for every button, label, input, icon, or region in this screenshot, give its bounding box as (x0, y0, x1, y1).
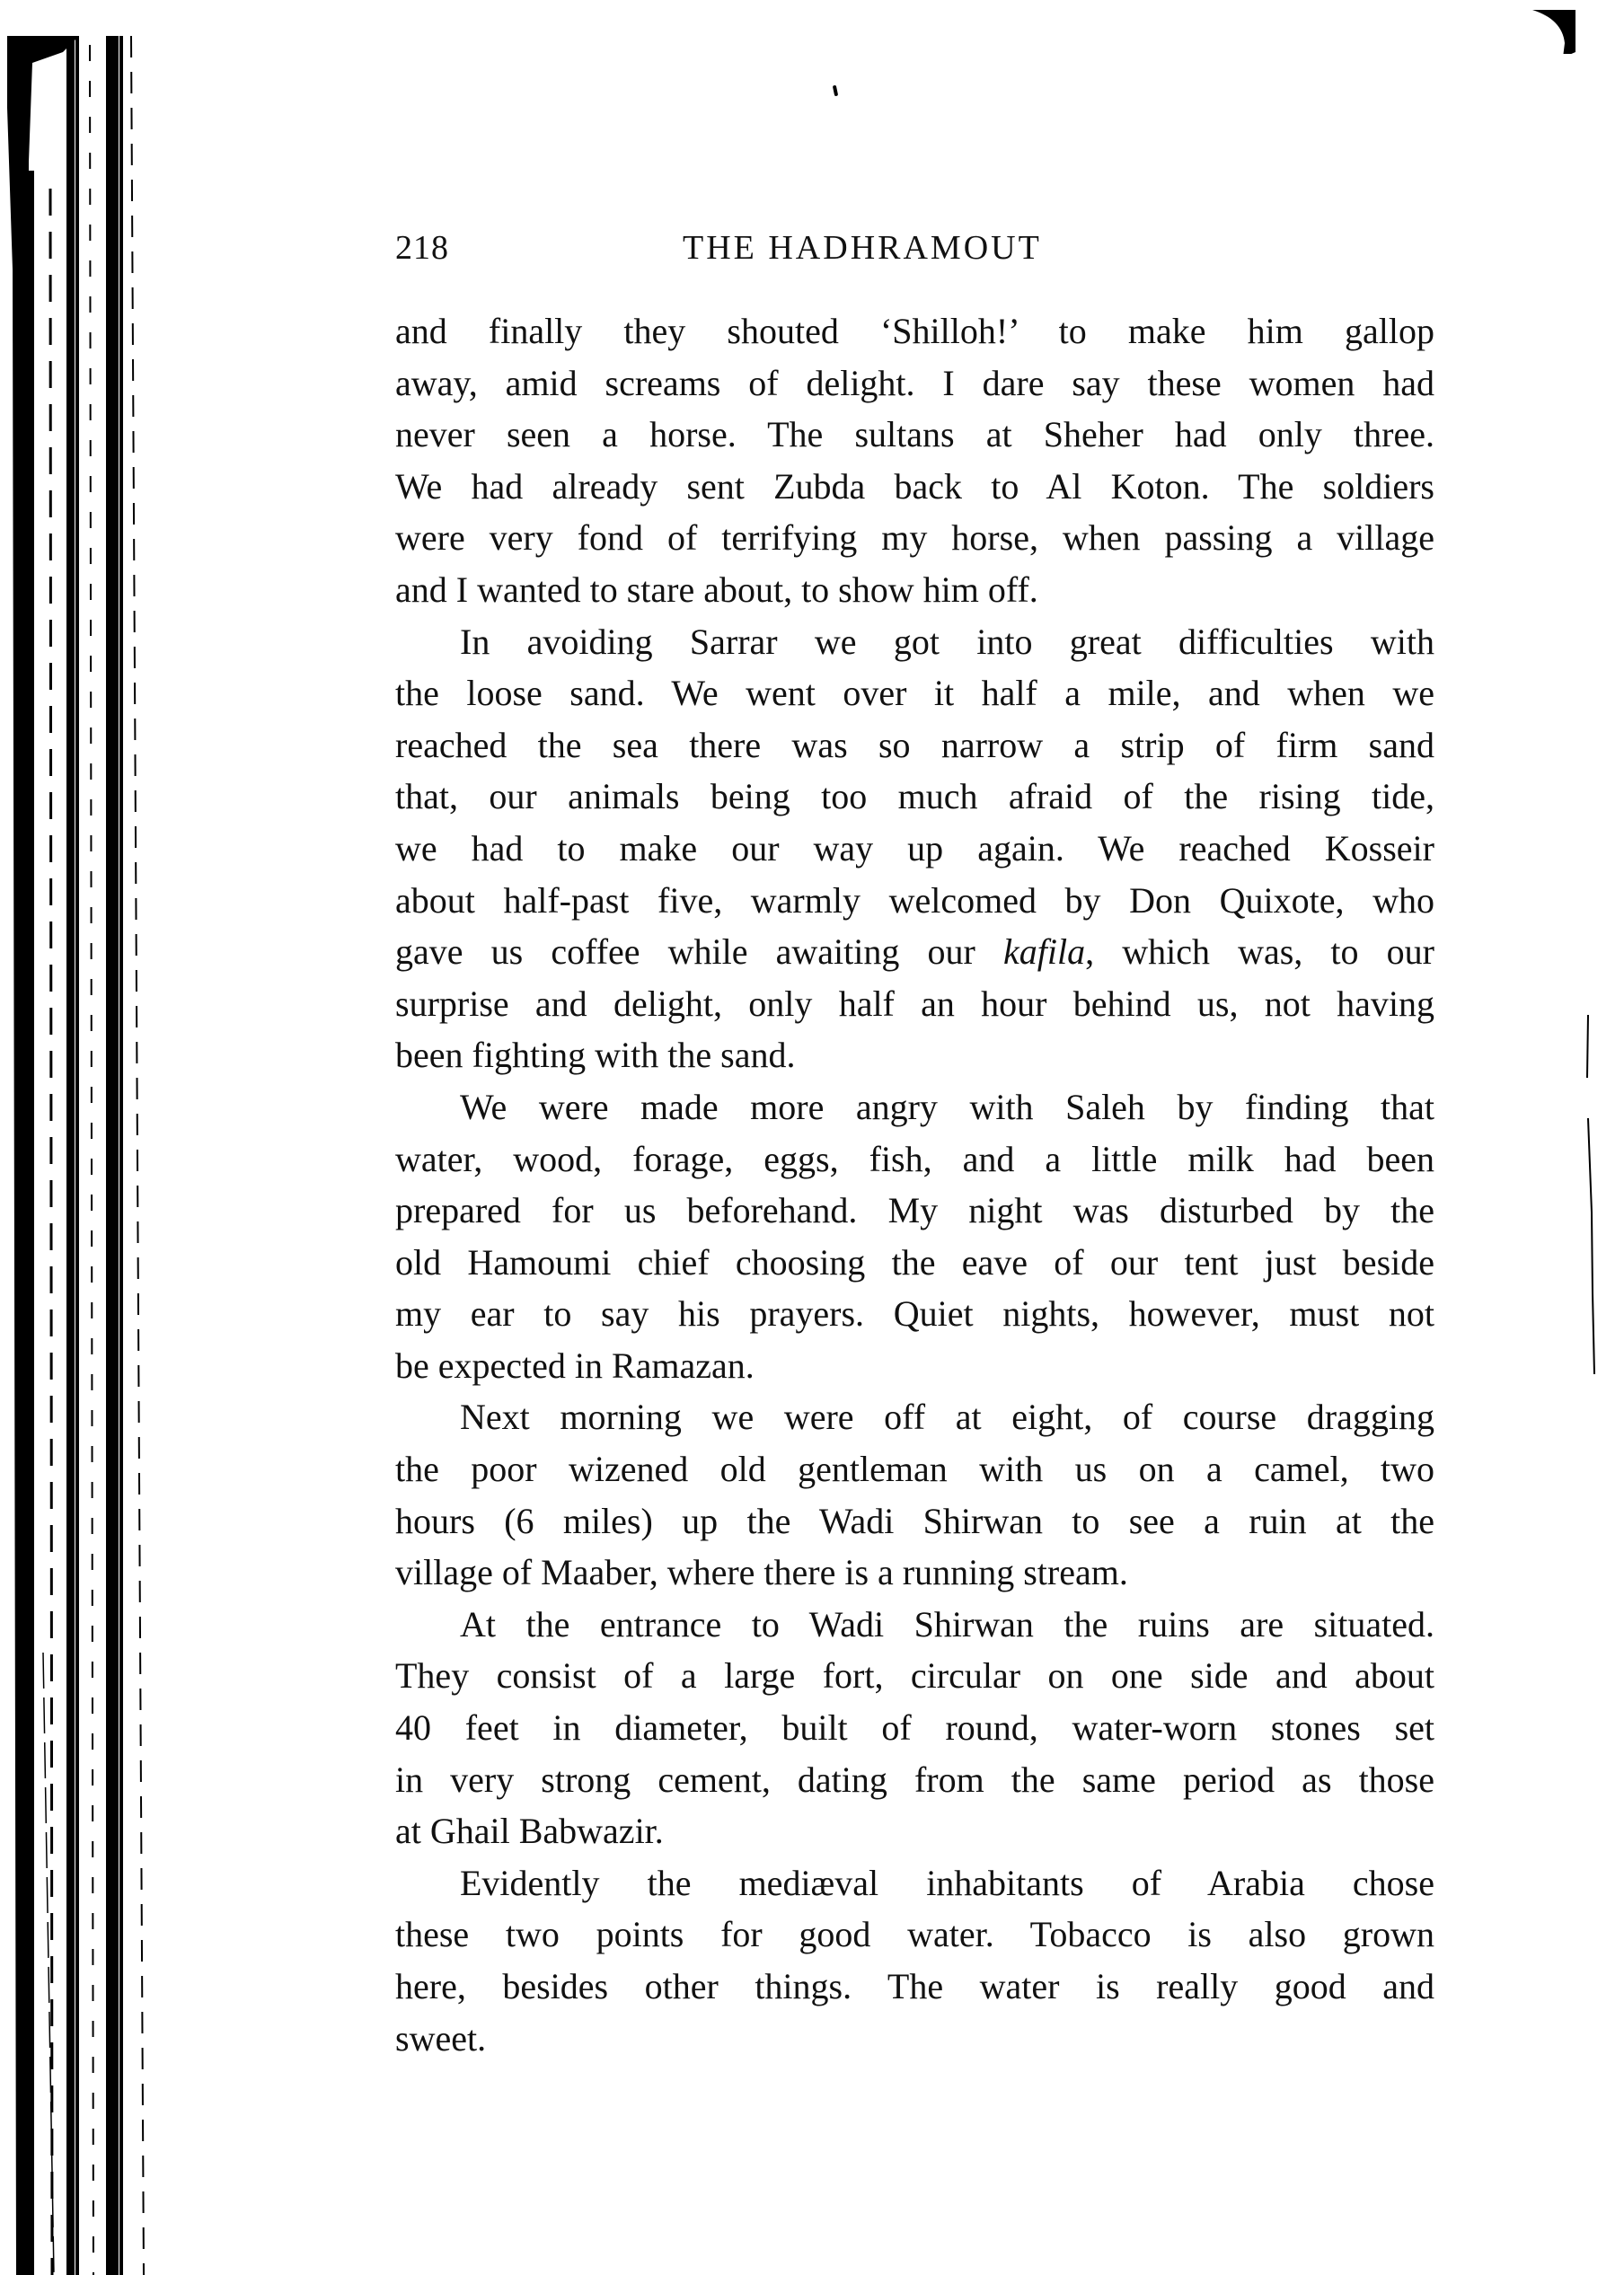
right-edge-artifact (1583, 1015, 1610, 1383)
text-line: water, wood, forage, eggs, fish, and a little milk had been (395, 1138, 1434, 1179)
text-line: Next morning we were off at eight, of course dragging (460, 1397, 1434, 1438)
paragraph (395, 616, 1434, 1081)
text-line: In avoiding Sarrar we got into great difficulties with (460, 621, 1434, 662)
page-number: 218 (395, 229, 449, 267)
running-title: THE HADHRAMOUT (683, 229, 1042, 267)
text-line: village of Maaber, where there is a running stream. (395, 1552, 1128, 1593)
text-line: my ear to say his prayers. Quiet nights, however, must not (395, 1293, 1434, 1335)
text-line: away, amid screams of delight. I dare say these women had (395, 362, 1434, 403)
body-text (395, 305, 1434, 2064)
ink-speck (833, 85, 838, 97)
corner-flag-artifact (1527, 7, 1581, 54)
paragraph (395, 1857, 1434, 2064)
text-line: reached the sea there was so narrow a strip of firm sand (395, 724, 1434, 765)
text-line (395, 926, 1434, 978)
text-line: and I wanted to stare about, to show him off. (395, 569, 1038, 610)
text-line: we had to make our way up again. We reached Kosseir (395, 827, 1434, 869)
text-line: here, besides other things. The water is really good and (395, 1966, 1434, 2006)
paragraph (395, 305, 1434, 616)
paragraph (395, 1599, 1434, 1857)
text-line: the poor wizened old gentleman with us on a camel, two (395, 1449, 1434, 1490)
paragraph (395, 1391, 1434, 1598)
text-line: sweet. (395, 2017, 487, 2059)
text-line: that, our animals being too much afraid of the rising tide, (395, 776, 1434, 817)
text-line: never seen a horse. The sultans at Sheher had only three. (395, 414, 1434, 455)
text-line: were very fond of terrifying my horse, when passing a village (395, 517, 1434, 559)
text-line: Evidently the mediæval inhabitants of Arabia chose (460, 1862, 1434, 1903)
text-line: They consist of a large fort, circular on one side and about (395, 1655, 1434, 1697)
text-line: We were made more angry with Saleh by finding that (460, 1086, 1434, 1127)
text-line: At the entrance to Wadi Shirwan the ruins are situated. (460, 1603, 1434, 1645)
binding-edge-artifact (0, 0, 162, 2275)
text-segment: , which was, to our (1085, 931, 1434, 973)
text-line: prepared for us beforehand. My night was disturbed by the (395, 1190, 1434, 1231)
text-line: We had already sent Zubda back to Al Koton. The soldiers (395, 465, 1434, 507)
text-line: 40 feet in diameter, built of round, water-worn stones set (395, 1707, 1434, 1749)
text-line: surprise and delight, only half an hour behind us, not having (395, 983, 1434, 1024)
running-header (395, 228, 1437, 271)
text-line: in very strong cement, dating from the same period as those (395, 1759, 1434, 1800)
text-line: and finally they shouted ‘Shilloh!’ to make him gallop (395, 311, 1434, 351)
italic-term: kafila (1002, 931, 1086, 973)
paragraph (395, 1081, 1434, 1392)
text-line: about half-past five, warmly welcomed by Don Quixote, who (395, 879, 1434, 921)
text-line: been fighting with the sand. (395, 1035, 796, 1076)
text-line: these two points for good water. Tobacco is also grown (395, 1914, 1434, 1955)
text-line: hours (6 miles) up the Wadi Shirwan to see a ruin at the (395, 1500, 1434, 1541)
text-segment: gave us coffee while awaiting our (395, 931, 1003, 973)
text-line: at Ghail Babwazir. (395, 1811, 664, 1852)
text-line: old Hamoumi chief choosing the eave of our tent just beside (395, 1241, 1434, 1283)
text-line: be expected in Ramazan. (395, 1345, 755, 1386)
text-line: the loose sand. We went over it half a mile, and when we (395, 673, 1434, 714)
